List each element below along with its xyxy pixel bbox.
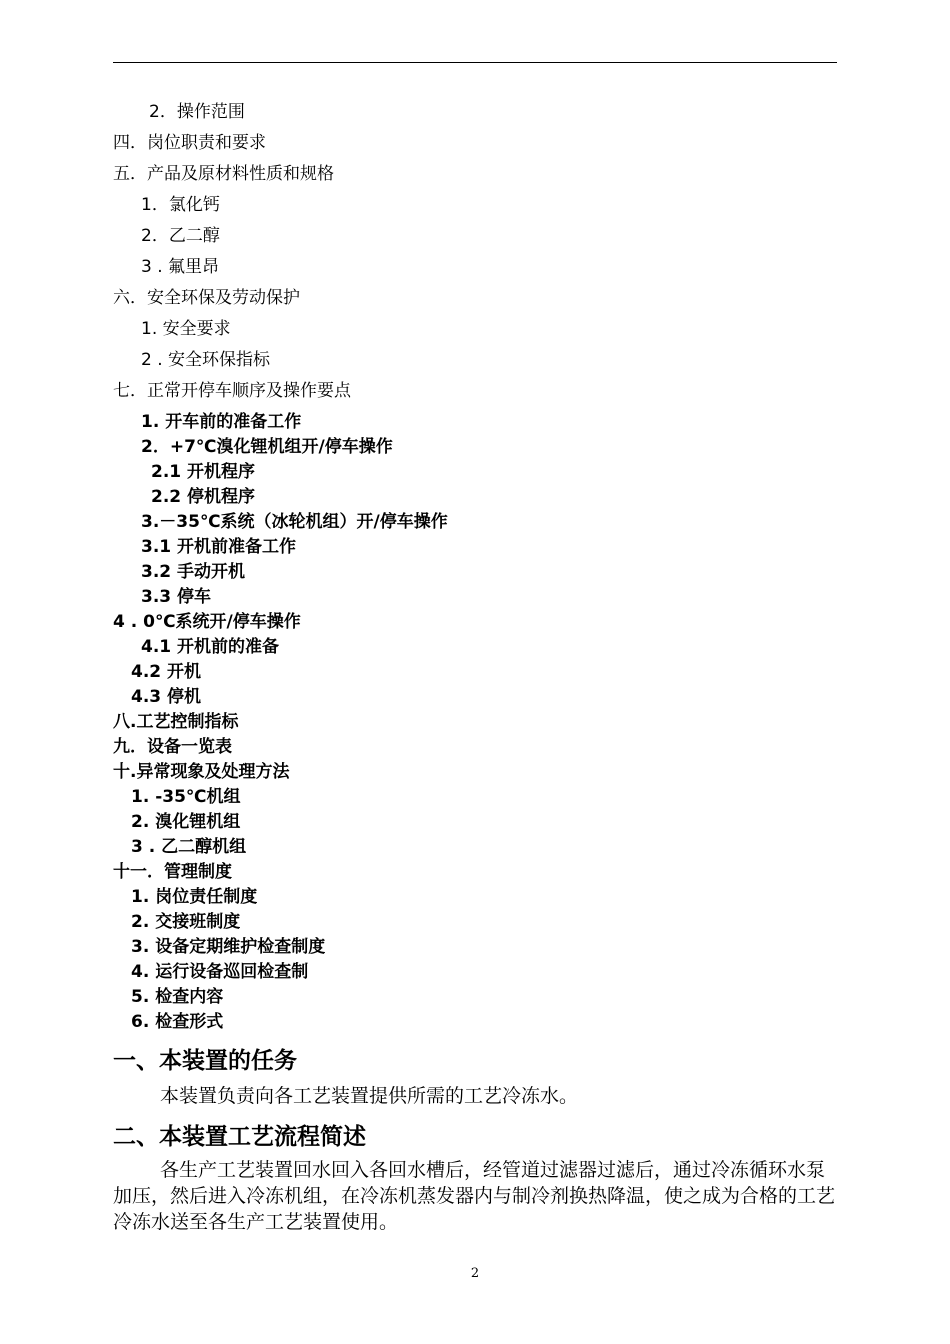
toc-entry: 六．安全环保及劳动保护 <box>113 288 300 308</box>
toc-entry: 1. -35℃机组 <box>131 787 241 807</box>
header-rule <box>113 62 837 63</box>
toc-entry: 3.3 停车 <box>141 587 212 607</box>
toc-entry: 3.1 开机前准备工作 <box>141 537 297 557</box>
toc-entry: 3.2 手动开机 <box>141 562 246 582</box>
toc-entry: 2 . 安全环保指标 <box>141 350 271 370</box>
toc-entry: 十一．管理制度 <box>113 862 232 882</box>
toc-entry: 3 . 乙二醇机组 <box>131 837 247 857</box>
section-paragraph: 本装置负责向各工艺装置提供所需的工艺冷冻水。 <box>160 1085 579 1107</box>
toc-entry: 4.1 开机前的准备 <box>141 637 280 657</box>
toc-entry: 4 . 0℃系统开/停车操作 <box>113 612 301 632</box>
toc-entry: 五．产品及原材料性质和规格 <box>113 164 334 184</box>
toc-entry: 4.2 开机 <box>131 662 202 682</box>
section-heading: 二、本装置工艺流程简述 <box>113 1124 366 1150</box>
toc-entry: 2. 溴化锂机组 <box>131 812 241 832</box>
toc-entry: 5. 检查内容 <box>131 987 224 1007</box>
section-paragraph: 各生产工艺装置回水回入各回水槽后，经管道过滤器过滤后，通过冷冻循环水泵加压，然后进入冷冻机组，在冷冻机蒸发器内与制冷剂换热降温，使之成为合格的工艺冷冻水送至各生产工艺装置使用。 <box>113 1159 836 1233</box>
toc-entry: 2.1 开机程序 <box>151 462 256 482</box>
toc-entry: 八.工艺控制指标 <box>113 712 239 732</box>
toc-entry: 6. 检查形式 <box>131 1012 224 1032</box>
page-number: 2 <box>470 1266 480 1281</box>
toc-entry: 2.2 停机程序 <box>151 487 256 507</box>
toc-entry: 1. 安全要求 <box>141 319 231 339</box>
toc-entry: 四．岗位职责和要求 <box>113 133 266 153</box>
toc-entry: 1. 岗位责任制度 <box>131 887 258 907</box>
toc-entry: 3.－35℃系统（冰轮机组）开/停车操作 <box>141 512 448 532</box>
toc-entry: 2. 交接班制度 <box>131 912 241 932</box>
toc-entry: 3 . 氟里昂 <box>141 257 220 277</box>
section-heading: 一、本装置的任务 <box>113 1048 297 1074</box>
toc-entry: 九．设备一览表 <box>113 737 232 757</box>
toc-entry: 2．+7℃溴化锂机组开/停车操作 <box>141 437 393 457</box>
toc-entry: 4.3 停机 <box>131 687 202 707</box>
toc-entry: 4. 运行设备巡回检查制 <box>131 962 309 982</box>
toc-entry: 3. 设备定期维护检查制度 <box>131 937 326 957</box>
toc-entry: 十.异常现象及处理方法 <box>113 762 290 782</box>
toc-entry: 七．正常开停车顺序及操作要点 <box>113 381 351 401</box>
toc-entry: 1. 开车前的准备工作 <box>141 412 302 432</box>
toc-entry: 2．操作范围 <box>149 102 245 122</box>
toc-entry: 2．乙二醇 <box>141 226 220 246</box>
toc-entry: 1．氯化钙 <box>141 195 220 215</box>
